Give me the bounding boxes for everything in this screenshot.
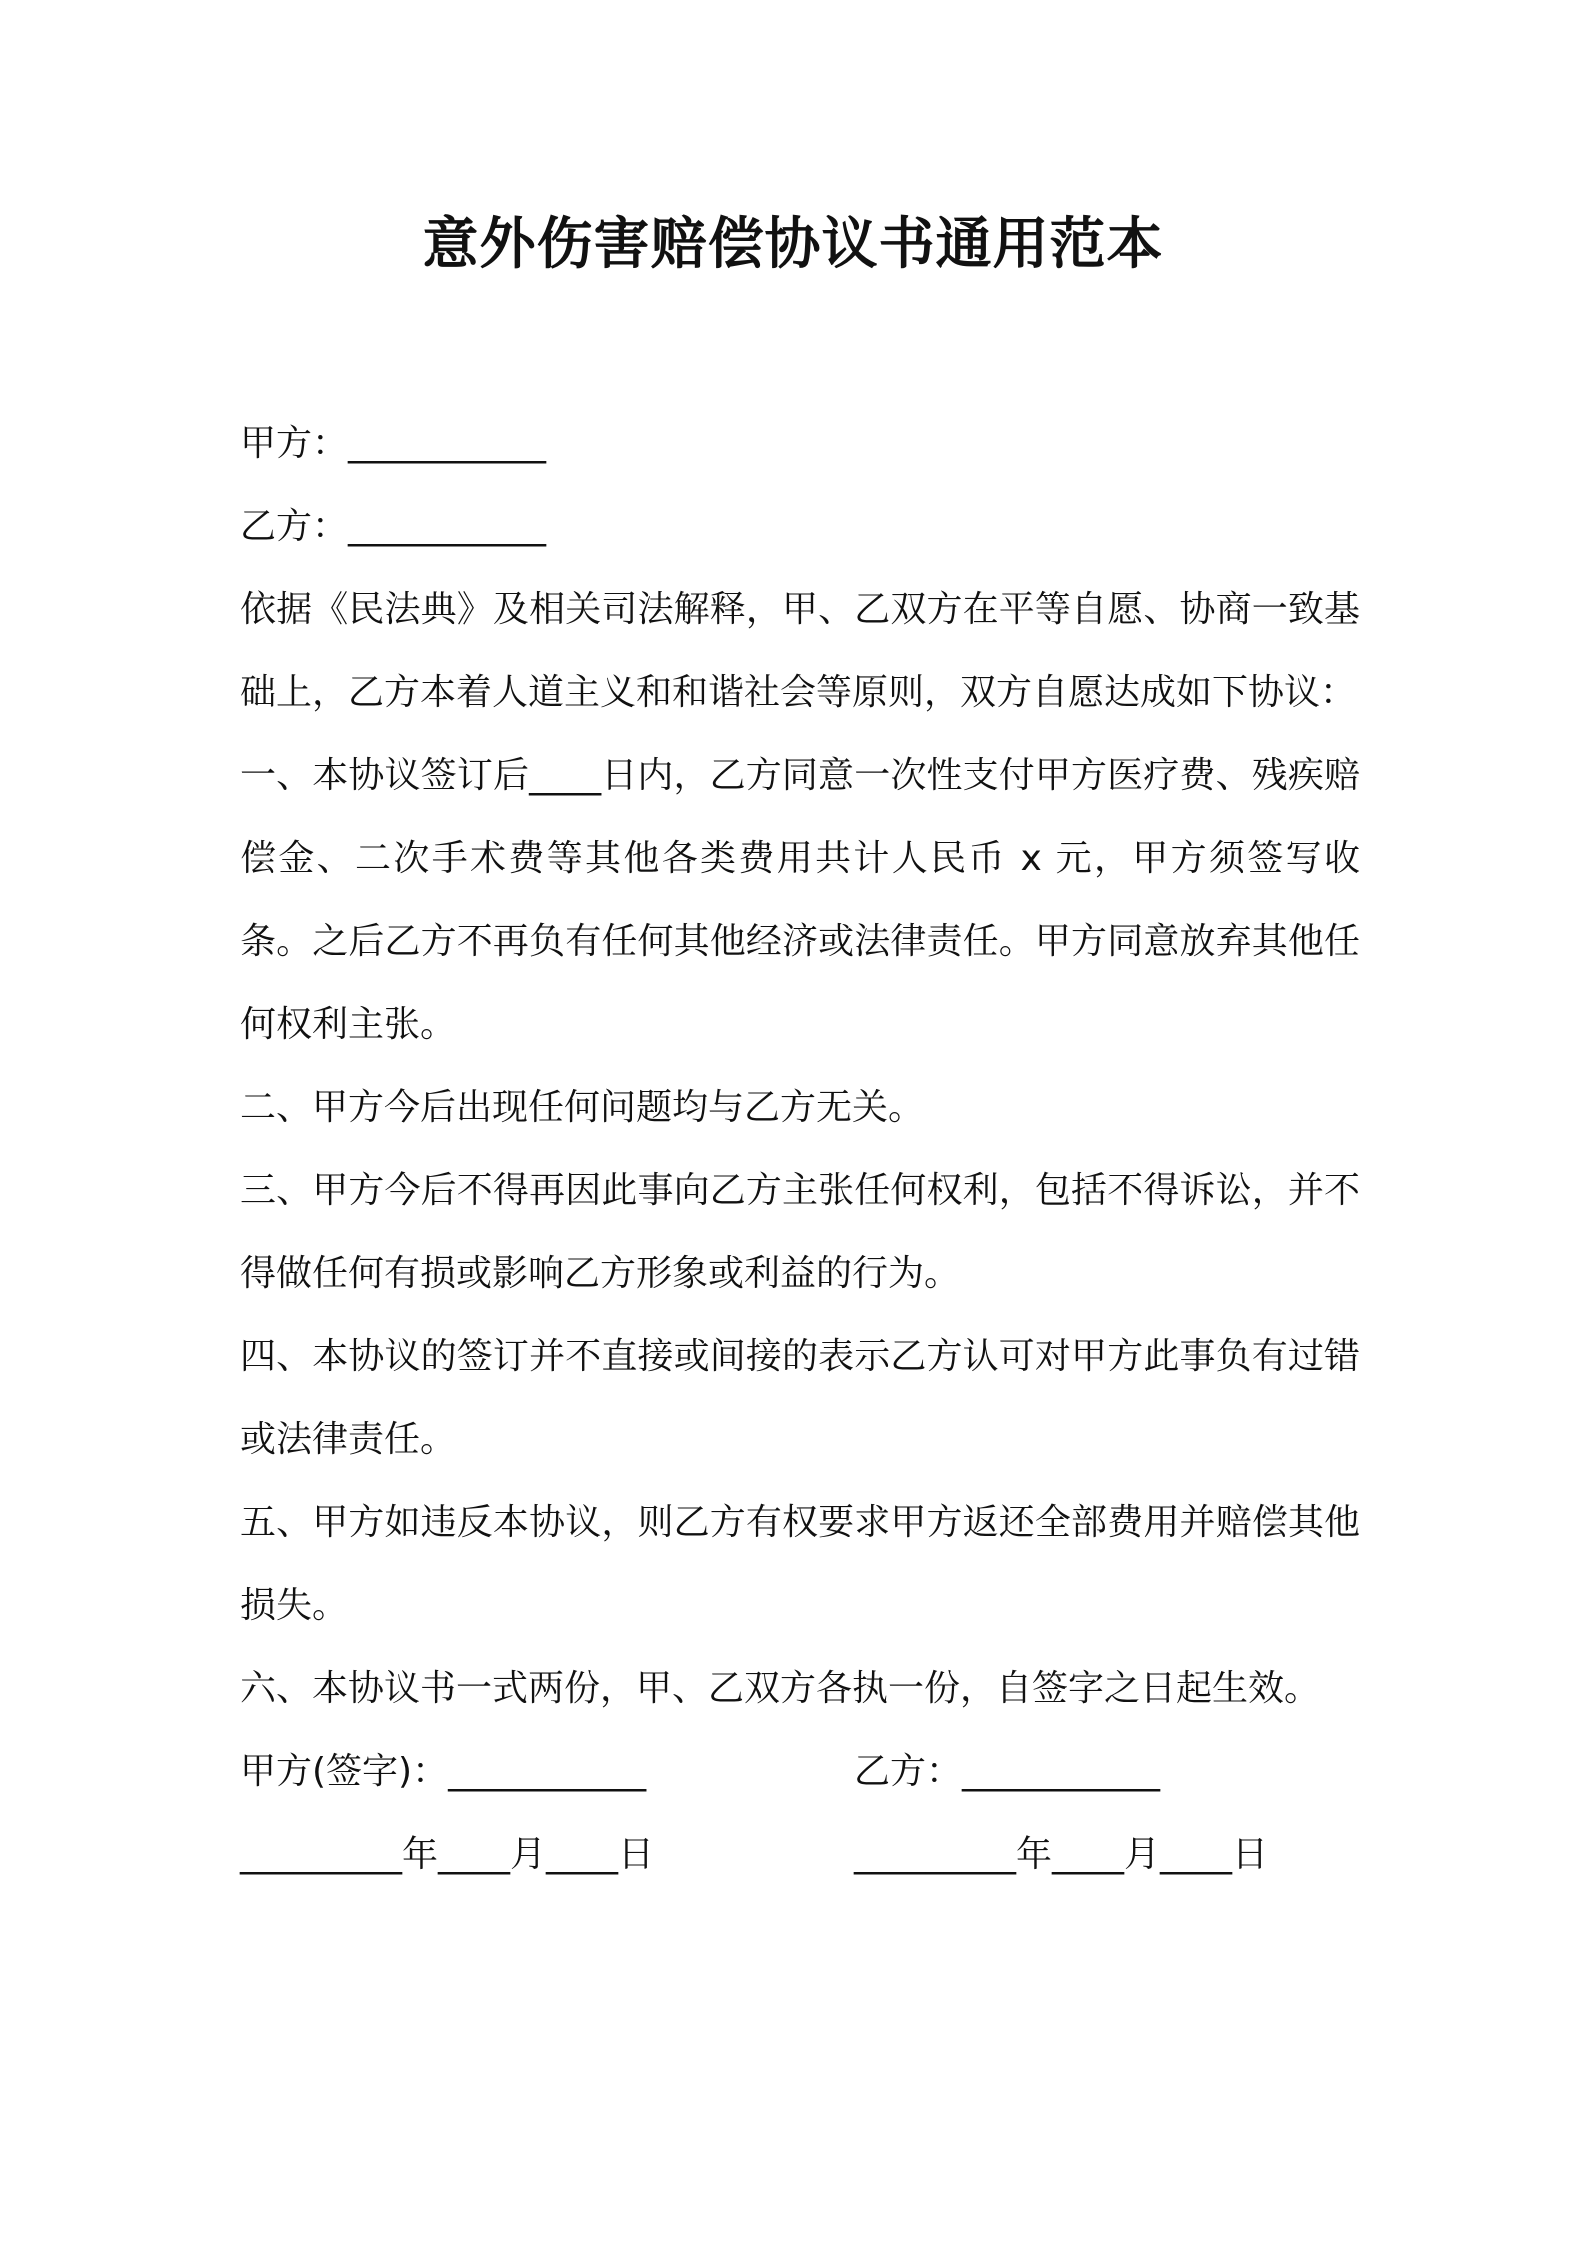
clause-1: 一、本协议签订后____日内，乙方同意一次性支付甲方医疗费、残疾赔偿金、二次手术费等其他各类费用共计人民币 x 元，甲方须签写收条。之后乙方不再负有任何其他经济或法律责任。甲方同意放弃其他任何权利主张。 <box>240 755 1360 1045</box>
party-b-signature: 乙方：___________ <box>854 1751 1161 1792</box>
party-b-date: _________年____月____日 <box>854 1834 1268 1875</box>
party-a-signature: 甲方(签字)：___________ <box>240 1751 647 1792</box>
clause-6: 六、本协议书一式两份，甲、乙双方各执一份，自签字之日起生效。 <box>240 1668 1321 1709</box>
party-a-date: _________年____月____日 <box>240 1834 654 1875</box>
party-a-line: 甲方：___________ <box>240 423 547 464</box>
signature-row <box>240 1730 1360 1813</box>
document-title: 意外伤害赔偿协议书通用范本 <box>422 212 1164 277</box>
preamble-paragraph: 依据《民法典》及相关司法解释，甲、乙双方在平等自愿、协商一致基础上，乙方本着人道主义和和谐社会等原则，双方自愿达成如下协议： <box>240 589 1360 713</box>
clause-4: 四、本协议的签订并不直接或间接的表示乙方认可对甲方此事负有过错或法律责任。 <box>240 1336 1360 1460</box>
party-b-line: 乙方：___________ <box>240 506 547 547</box>
clause-3: 三、甲方今后不得再因此事向乙方主张任何权利，包括不得诉讼，并不得做任何有损或影响乙方形象或利益的行为。 <box>240 1170 1360 1294</box>
clause-5: 五、甲方如违反本协议，则乙方有权要求甲方返还全部费用并赔偿其他损失。 <box>240 1502 1360 1626</box>
date-row <box>240 1813 1360 1896</box>
document-body <box>240 402 1360 1896</box>
clause-2: 二、甲方今后出现任何问题均与乙方无关。 <box>240 1087 925 1128</box>
